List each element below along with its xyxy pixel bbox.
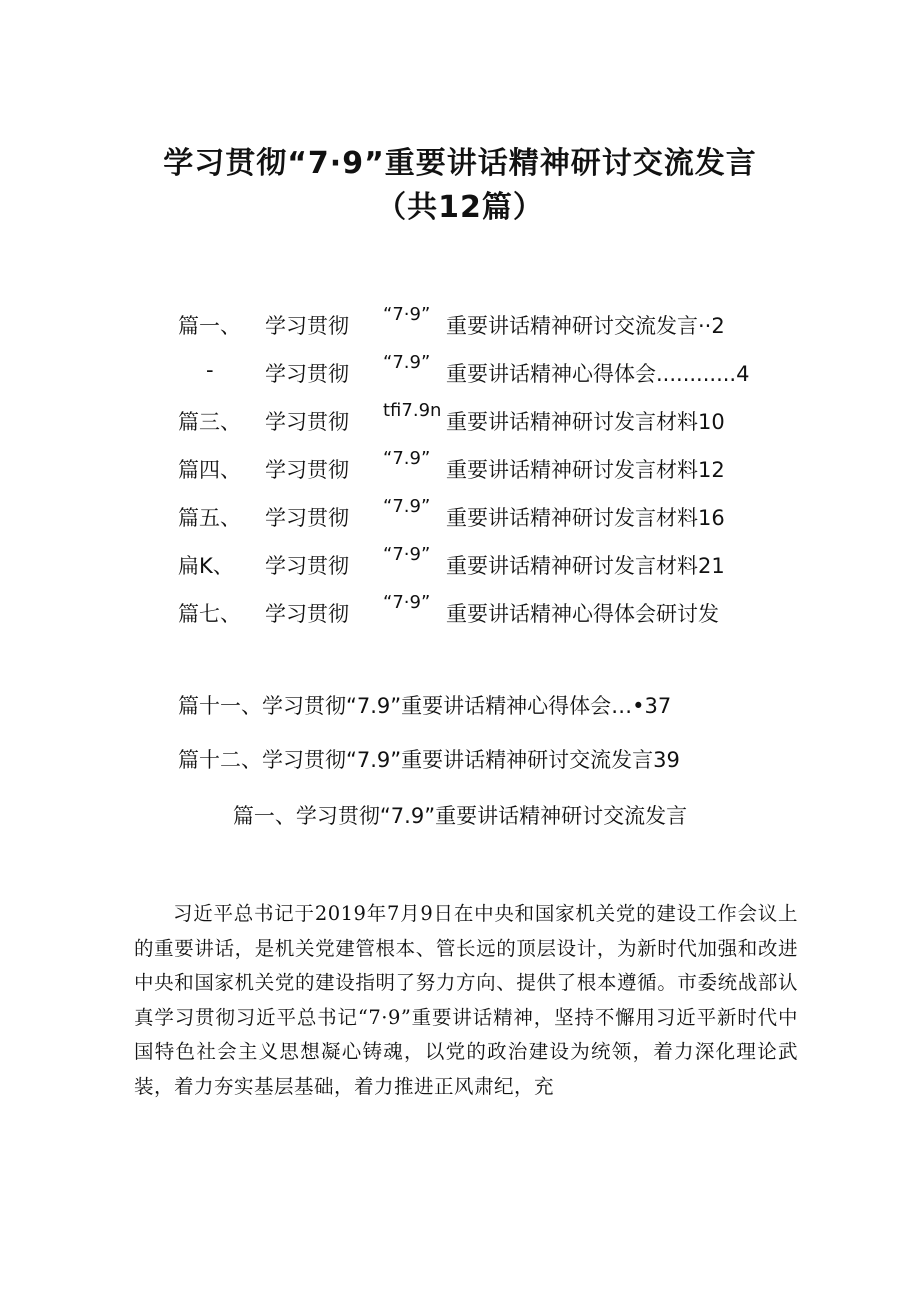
toc-entry-prefix: 学习贯彻 (265, 602, 349, 626)
document-title: 学习贯彻“7·9”重要讲话精神研讨交流发言 (163, 146, 757, 181)
section-heading: 篇一、学习贯彻“7.9”重要讲话精神研讨交流发言 (232, 804, 688, 828)
toc-entry-title: 重要讲话精神研讨发言材料12 (446, 458, 725, 482)
toc-entry-prefix: 学习贯彻 (265, 458, 349, 482)
toc-entry-quote: “7·9” (383, 544, 431, 565)
toc-entry-title: 重要讲话精神研讨发言材料16 (446, 506, 725, 530)
toc-entry-title: 重要讲话精神心得体会研讨发 (446, 602, 719, 626)
toc-entry-quote: “7.9” (383, 352, 431, 373)
toc-entry-number: 篇三、 (178, 410, 241, 434)
toc-entry-quote: tfi7.9n (383, 400, 442, 421)
toc-entry-number: 篇四、 (178, 458, 241, 482)
toc-entry-title: 重要讲话精神心得体会............4 (446, 362, 750, 386)
document-subtitle: （共12篇） (376, 190, 544, 225)
toc-entry-quote: “7·9” (383, 592, 431, 613)
toc-entry-quote: “7·9” (383, 304, 431, 325)
toc-entry-number: - (206, 358, 214, 382)
toc-entry-number: 篇一、 (178, 314, 241, 338)
toc-entry-prefix: 学习贯彻 (265, 362, 349, 386)
toc-entry-title: 重要讲话精神研讨发言材料21 (446, 554, 725, 578)
toc-entry-number: 扁K、 (178, 554, 234, 578)
toc-entry-number: 篇五、 (178, 506, 241, 530)
toc-entry-title: 重要讲话精神研讨发言材料10 (446, 410, 725, 434)
toc-entry-prefix: 学习贯彻 (265, 410, 349, 434)
toc-entry[interactable]: 篇十一、学习贯彻“7.9”重要讲话精神心得体会…•37 (178, 694, 672, 718)
toc-entry-prefix: 学习贯彻 (265, 314, 349, 338)
toc-entry-prefix: 学习贯彻 (265, 506, 349, 530)
toc-entry-title: 重要讲话精神研讨交流发言··2 (446, 314, 725, 338)
toc-entry-number: 篇七、 (178, 602, 241, 626)
toc-entry-quote: “7.9” (383, 448, 431, 469)
toc-entry-prefix: 学习贯彻 (265, 554, 349, 578)
toc-entry-quote: “7.9” (383, 496, 431, 517)
toc-entry[interactable]: 篇十二、学习贯彻“7.9”重要讲话精神研讨交流发言39 (178, 748, 680, 772)
body-paragraph: 习近平总书记于2019年7月9日在中央和国家机关党的建设工作会议上的重要讲话，是机关党建管根本、管长远的顶层设计，为新时代加强和改进中央和国家机关党的建设指明了努力方向、提供了根本遵循。市委统战部认真学习贯彻习近平总书记“7·9”重要讲话精神，坚持不懈用习近平新时代中国特色社会主义思想凝心铸魂，以党的政治建设为统领，着力深化理论武装，着力夯实基层基础，着力推进正风肃纪，充 (134, 902, 798, 1098)
